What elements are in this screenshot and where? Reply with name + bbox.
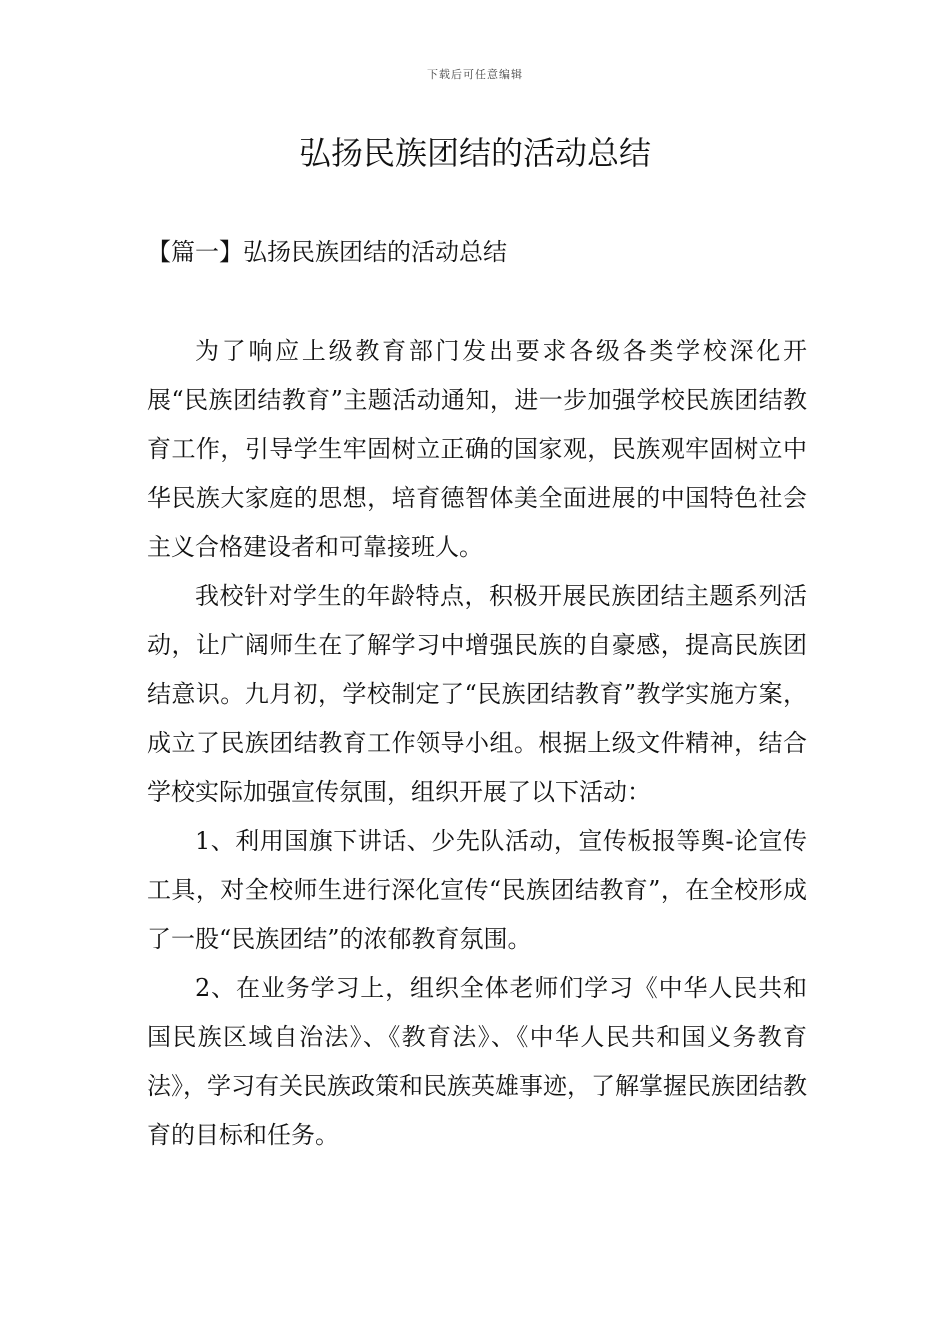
document-title: 弘扬民族团结的活动总结 <box>298 134 651 172</box>
paragraph: 2、在业务学习上，组织全体老师们学习《中华人民共和国民族区域自治法》、《教育法》、《中华人民共和国义务教育法》，学习有关民族政策和民族英雄事迹，了解掌握民族团结教育的目标和任务。 <box>147 974 807 1149</box>
paragraph: 为了响应上级教育部门发出要求各级各类学校深化开展“民族团结教育”主题活动通知，进一步加强学校民族团结教育工作，引导学生牢固树立正确的国家观，民族观牢固树立中华民族大家庭的思想，培育德智体美全面进展的中国特色社会主义合格建设者和可靠接班人。 <box>147 337 807 561</box>
body-text <box>147 327 807 1160</box>
section-heading: 【篇一】弘扬民族团结的活动总结 <box>147 238 507 266</box>
paragraph: 我校针对学生的年龄特点，积极开展民族团结主题系列活动，让广阔师生在了解学习中增强民族的自豪感，提高民族团结意识。九月初，学校制定了“民族团结教育”教学实施方案，成立了民族团结教育工作领导小组。根据上级文件精神，结合学校实际加强宣传氛围，组织开展了以下活动： <box>147 582 807 806</box>
paragraph: 1、利用国旗下讲话、少先队活动，宣传板报等舆-论宣传工具，对全校师生进行深化宣传“民族团结教育”，在全校形成了一股“民族团结”的浓郁教育氛围。 <box>147 827 807 953</box>
header-note: 下载后可任意编辑 <box>427 68 523 81</box>
